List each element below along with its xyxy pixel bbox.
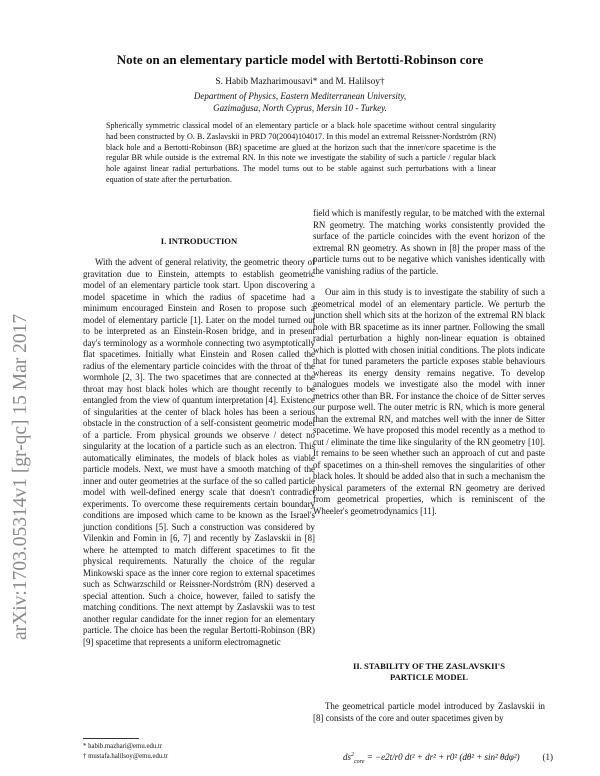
footnote-email-1: * habib.mazhari@emu.edu.tr bbox=[83, 743, 163, 750]
equation-1 bbox=[313, 752, 553, 766]
author-affiliation bbox=[0, 90, 600, 114]
affiliation-line-2: Gazimağusa, North Cyprus, Mersin 10 - Turkey. bbox=[213, 103, 387, 113]
arxiv-identifier-stamp bbox=[6, 270, 40, 640]
left-column bbox=[83, 257, 315, 648]
equation-lhs-sup: 2 bbox=[351, 752, 355, 758]
section-2-heading-line-2: PARTICLE MODEL bbox=[389, 672, 469, 682]
footnote-email-2: † mustafa.halilsoy@emu.edu.tr bbox=[83, 753, 169, 760]
equation-lhs: ds bbox=[343, 752, 352, 762]
intro-paragraph-2: Our aim in this study is to investigate the stability of such a geometrical model of an elementary particle. We perturb the junction shell which sits at the horizon of the extremal RN black hole with BR spacetime as its inner partner. Following the small radial perturbation a highly non-linear equation is obtained which is plotted with chosen initial conditions. The plots indicate that for tuned parameters the particle exposes stable behaviours whereas its energy density remains negative. To develop analogues models we investigate also the model with inner metrics other than BR. For instance the choice of de Sitter serves our purpose well. The outer metric is RN, which is more general than the extremal RN, and matches well with the inner de Sitter spacetime. We have proposed this model recently as a method to cut / eliminate the time like singularity of the RN geometry [10]. It remains to be seen whether such an approach of cut and paste of spacetimes on a thin-shell removes the singularities of other black holes. It should be added also that in such a mechanism the physical parameters of the external RN geometry are derived from geometrical properties, which is reminiscent of the Wheeler's geometrodynamics [11]. bbox=[313, 287, 545, 516]
equation-1-expression bbox=[343, 752, 520, 765]
equation-lhs-sub: core bbox=[354, 758, 365, 765]
section-2-heading bbox=[313, 661, 545, 683]
paper-authors: S. Habib Mazharimousavi* and M. Halilsoy† bbox=[215, 77, 385, 87]
footnote-rule bbox=[83, 738, 139, 739]
right-column-top bbox=[313, 208, 545, 517]
right-column-bottom bbox=[313, 701, 545, 724]
intro-paragraph-1-continued: field which is manifestly regular, to be matched with the external RN geometry. The matching works consistently provided the surface of the particle coincides with the event horizon of the extremal RN geometry. As shown in [8] the proper mass of the particle turns out to be negative which vanishes identically with the vanishing radius of the particle. bbox=[313, 208, 545, 276]
equation-rhs: = −e2t/r0 dt² + dr² + r0² (dθ² + sin² θdφ²) bbox=[366, 752, 520, 762]
intro-paragraph-1: With the advent of general relativity, the geometric theory of gravitation due to Einstein, attempts to establish geometric model of an elementary particle took start. Upon discovering a model spacetime in which the radius of spacetime had a minimum encouraged Einstein and Rosen to propose such a model of elementary particle [1]. Later on the model turned out to be interpreted as an Einstein-Rosen bridge, and in present day's terminology as a wormhole connecting two asymptotically flat spacetimes. Initially what Einstein and Rosen called the radius of the elementary particle coincides with the throat of the wormhole [2, 3]. The two spacetimes that are connected at the throat may host black holes which are thought recently to be entangled from the view of quantum interpretation [4]. Existence of singularities at the center of black holes has been a serious obstacle in the construction of a self-consistent geometric model of a particle. From physical grounds we observe / detect no singularity at the location of a particle such as an electron. This automatically eliminates, the models of black holes as viable particle models. Next, we must have a smooth matching of the inner and outer geometries at the surface of the so called particle model with well-defined energy scale that doesn't contradict experiments. To overcome these requirements certain boundary conditions are imposed which came to be known as the Israel's junction conditions [5]. Such a construction was considered by Vilenkin and Fomin in [6, 7] and recently by Zaslavskii in [8] where he attempted to match different spacetimes to fit the physical requirements. Naturally the choice of the regular Minkowski space as the inner core region to external spacetimes such as Schwarzschild or Reissner-Nordström (RN) deserved a special attention. Such a choice, however, failed to satisfy the matching conditions. The next attempt by Zaslavskii was to test another regular candidate for the inner region for an elementary particle. The choice has been the regular Bertotti-Robinson (BR) [9] spacetime that represents a uniform electromagnetic bbox=[83, 257, 315, 647]
section-2-heading-line-1: II. STABILITY OF THE ZASLAVSKII'S bbox=[353, 661, 505, 671]
abstract: Spherically symmetric classical model of an elementary particle or a black hole spacetime without central singularity had been constructed by O. B. Zaslavskii in PRD 70(2004)104017. In this model an extremal Reissner-Nordström (RN) black hole and a Bertotti-Robinson (BR) spacetime are glued at the horizon such that the inner/core spacetime is the regular BR while outside is the extremal RN. In this note we investigate the stability of such a particle / regular black hole against linear radial perturbations. The model turns out to be stable against such perturbations with a linear equation of state after the perturbation. bbox=[106, 121, 496, 184]
section-2-paragraph-1: The geometrical particle model introduced by Zaslavskii in [8] consists of the core and outer spacetimes given by bbox=[313, 701, 545, 723]
arxiv-identifier-text: arXiv:1703.05314v1 [gr-qc] 15 Mar 2017 bbox=[10, 313, 31, 640]
affiliation-line-1: Department of Physics, Eastern Mediterranean University, bbox=[193, 91, 407, 101]
equation-1-number: (1) bbox=[542, 752, 553, 762]
paper-title: Note on an elementary particle model with Bertotti-Robinson core bbox=[116, 52, 484, 67]
footnotes bbox=[83, 742, 315, 762]
section-1-heading: I. INTRODUCTION bbox=[160, 236, 238, 246]
